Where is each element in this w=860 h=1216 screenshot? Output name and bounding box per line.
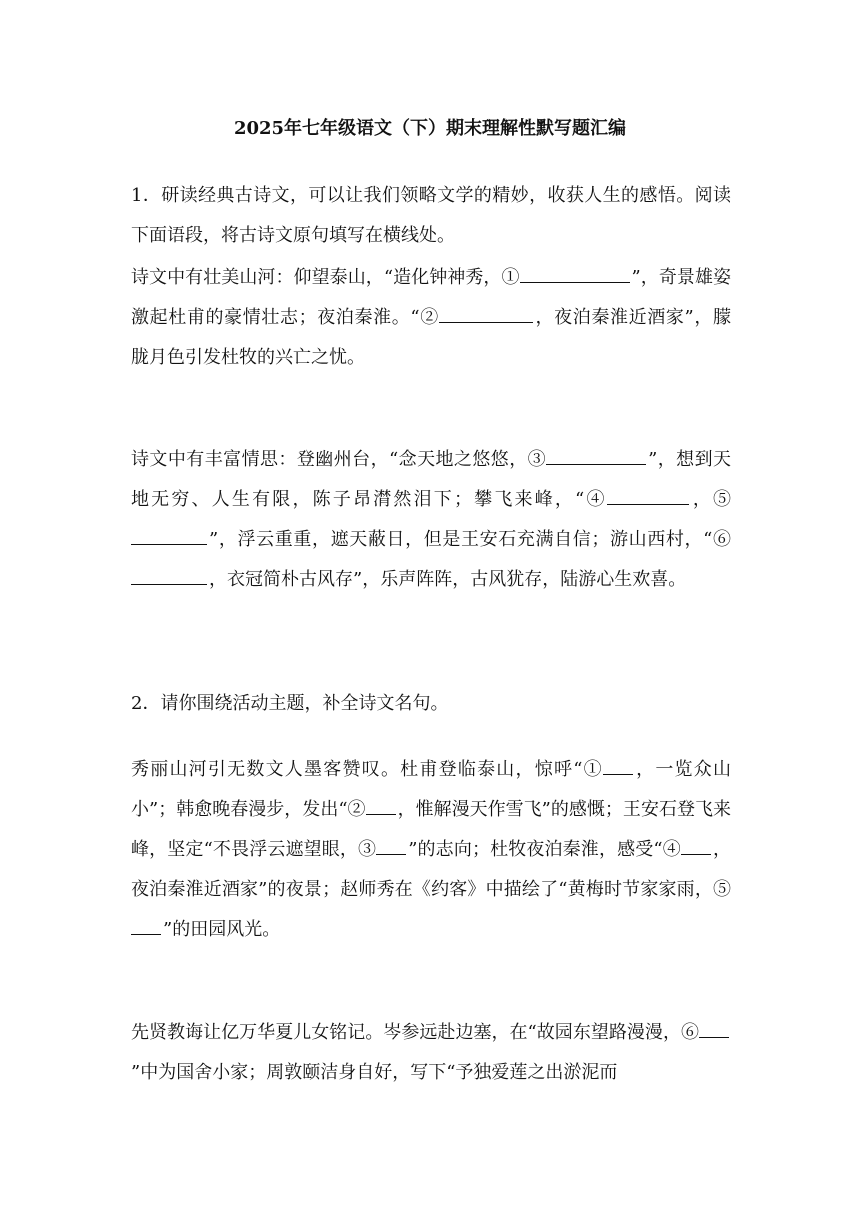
- q2p2-text-1: 先贤教诲让亿万华夏儿女铭记。岑参远赴边塞，在“故园东望路漫漫，⑥: [131, 1022, 699, 1043]
- answer-blank-1[interactable]: [520, 263, 630, 283]
- answer-blank-2-3[interactable]: [376, 835, 406, 855]
- question-2-paragraph-2: [131, 1013, 731, 1093]
- document-title: 2025年七年级语文（下）期末理解性默写题汇编: [233, 118, 627, 139]
- answer-blank-4[interactable]: [607, 485, 689, 505]
- question-1-paragraph-1: [131, 258, 731, 378]
- answer-blank-2-1[interactable]: [603, 755, 633, 775]
- q1p2-text-4: ”，浮云重重，遮天蔽日，但是王安石充满自信；游山西村，“⑥: [209, 529, 731, 550]
- answer-blank-2-5[interactable]: [131, 915, 161, 935]
- answer-blank-2-2[interactable]: [366, 795, 396, 815]
- question-1-paragraph-2: [131, 440, 731, 600]
- q1p1-text-3: ，夜泊秦淮近酒家”，朦胧月色引发杜牧的兴亡之忧。: [131, 307, 732, 368]
- question-2-stem: 2．请你围绕活动主题，补全诗文名句。: [131, 693, 449, 714]
- answer-blank-3[interactable]: [546, 445, 646, 465]
- question-1-stem: 1．研读经典古诗文，可以让我们领略文学的精妙，收获人生的感悟。阅读下面语段，将古诗文原句填写在横线处。: [131, 185, 731, 246]
- answer-blank-2-6[interactable]: [699, 1018, 729, 1038]
- q2p1-text-2: ，一览众山小”；韩愈晚春漫步，发出“②: [131, 759, 732, 820]
- question-2-paragraph-1: [131, 750, 731, 950]
- q1p1-text-2: ”，奇景雄姿激起杜甫的豪情壮志；夜泊秦淮。“②: [131, 267, 731, 328]
- q2p1-text-4: ”的志向；杜牧夜泊秦淮，感受“④: [408, 839, 681, 860]
- q1p2-text-2: ”，想到天地无穷、人生有限，陈子昂潸然泪下；攀飞来峰，“④: [131, 449, 731, 510]
- answer-blank-6[interactable]: [131, 565, 207, 585]
- answer-blank-2-4[interactable]: [681, 835, 711, 855]
- q2p1-text-1: 秀丽山河引无数文人墨客赞叹。杜甫登临泰山，惊呼“①: [131, 759, 603, 780]
- q1p2-text-5: ，衣冠简朴古风存”，乐声阵阵，古风犹存，陆游心生欢喜。: [209, 569, 687, 590]
- q2p1-text-5: ，夜泊秦淮近酒家”的夜景；赵师秀在《约客》中描绘了“黄梅时节家家雨，⑤: [131, 839, 732, 900]
- answer-blank-5[interactable]: [131, 525, 207, 545]
- q2p1-text-3: ，惟解漫天作雪飞”的感慨；王安石登飞来峰，坚定“不畏浮云遮望眼，③: [131, 799, 731, 860]
- q2p1-text-6: ”的田园风光。: [163, 919, 281, 940]
- q1p1-text-1: 诗文中有壮美山河：仰望泰山，“造化钟神秀，①: [131, 267, 520, 288]
- answer-blank-2[interactable]: [439, 303, 533, 323]
- q1p2-text-3: ，⑤: [690, 489, 732, 510]
- q2p2-text-2: ”中为国舍小家；周敦颐洁身自好，写下“予独爱莲之出淤泥而: [131, 1062, 618, 1083]
- q1p2-text-1: 诗文中有丰富情思：登幽州台，“念天地之悠悠，③: [131, 449, 547, 470]
